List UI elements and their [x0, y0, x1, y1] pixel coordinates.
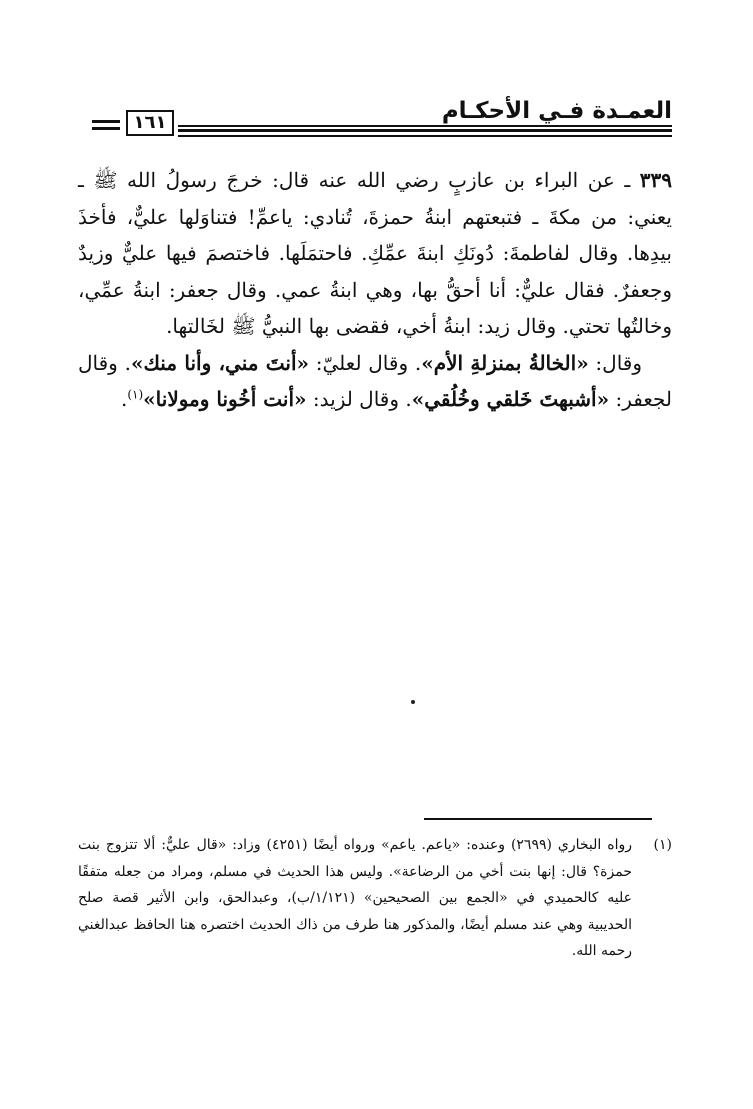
hadith-number: ٣٣٩	[639, 168, 673, 192]
sayings-text: .	[120, 387, 128, 411]
footnote-reference: (١)	[127, 387, 144, 402]
prophet-quote: «أنت أخُونا ومولانا»	[143, 387, 307, 411]
book-title: العمـدة فـي الأحكـام	[441, 98, 672, 124]
sayings-text: . وقال لزيد:	[306, 387, 412, 411]
sayings-paragraph	[78, 345, 672, 418]
stray-dot	[411, 700, 415, 704]
sayings-text: وقال:	[588, 350, 643, 375]
header-rule	[178, 129, 672, 132]
footnote	[78, 832, 672, 965]
hadith-text: ـ عن البراء بن عازبٍ رضي الله عنه قال: خرجَ رسولُ الله ﷺ ـ يعني: من مكةَ ـ فتبعتهم ابنةُ حمزةَ، تُنادي: ياعمِّ! فتناوَلها عليٌّ، فأخذَ بيدِها. وقال لفاطمةَ: دُونَكِ ابنةَ عمِّكِ. فاحتمَلَها. فاختصمَ فيها عليٌّ وزيدٌ وجعفرٌ. فقال عليٌّ: أنا أحقُّ بها، وهي ابنةُ عمي. وقال جعفر: ابنةُ عمِّي، وخالتُها تحتي. وقال زيد: ابنةُ أخي، فقضى بها النبيُّ ﷺ لخَالتها.	[78, 168, 672, 338]
hadith-paragraph	[78, 162, 672, 345]
prophet-quote: «الخالةُ بمنزلةِ الأم»	[421, 350, 589, 375]
page-header	[92, 96, 672, 140]
header-rule	[178, 135, 672, 137]
sayings-text: . وقال لجعفر:	[78, 350, 672, 411]
header-rule	[178, 125, 672, 127]
footnote-text: رواه البخاري (٢٦٩٩) وعنده: «ياعم. ياعم» ورواه أيضًا (٤٢٥١) وزاد: «قال عليٌّ: ألا تتزوج بنت حمزة؟ قال: إنها بنت أخي من الرضاعة». وليس هذا الحديث في مسلم، ومراد من جعله متفقًا عليه كالحميدي في «الجمع بين الصحيحين» (١/١٢١/ب)، وعبدالحق، وابن الأثير قصة صلح الحديبية وهي عند مسلم أيضًا، والمذكور هنا طرف من ذاك الحديث اختصره هنا الحافظ عبدالغني رحمه الله.	[78, 837, 632, 959]
footnote-separator	[424, 818, 652, 820]
header-dash-marks	[92, 120, 120, 134]
page-number: ١٦١	[126, 110, 174, 136]
prophet-quote: «أشبهتَ خَلقي وخُلُقي»	[411, 387, 610, 411]
main-text	[78, 162, 672, 418]
sayings-text: . وقال لعليّ:	[309, 350, 422, 375]
footnote-marker: (١)	[653, 837, 672, 853]
prophet-quote: «أنتَ مني، وأنا منك»	[130, 350, 310, 375]
